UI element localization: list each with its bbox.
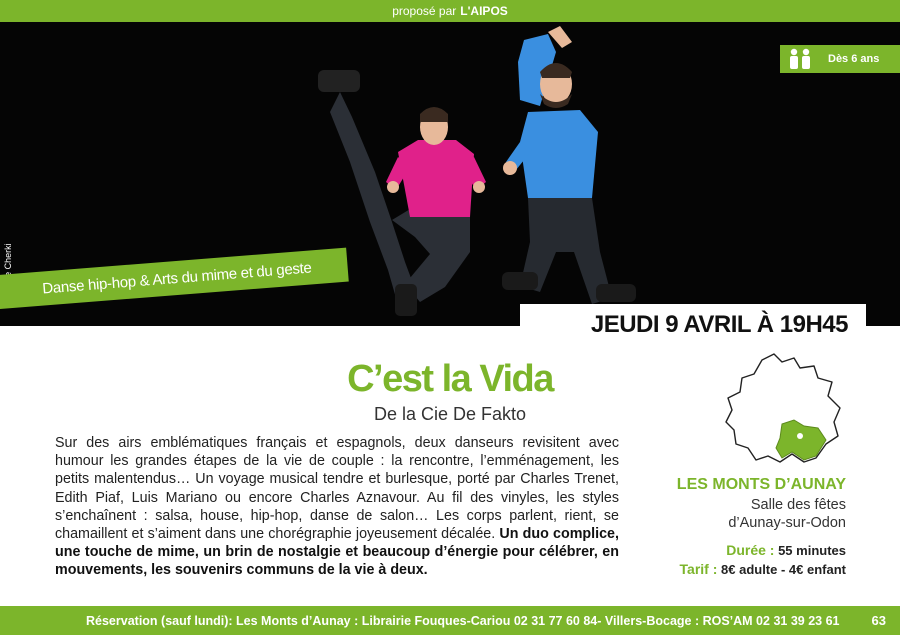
page-number: 63: [871, 613, 886, 628]
photo-credit: ©Julie Cherki: [3, 243, 13, 297]
venue-block: [640, 476, 846, 532]
venue-town: LES MONTS D’AUNAY: [676, 476, 846, 493]
organizer-name: L'AIPOS: [460, 4, 508, 18]
price-info: [620, 561, 846, 577]
organizer-prefix: proposé par: [392, 4, 457, 18]
reservation-info: Réservation (sauf lundi): Les Monts d’Aunay : Librairie Fouques-Cariou 02 31 77 60 84- Villers-Bocage : ROS’AM 02 31 39 23 61: [86, 613, 840, 628]
event-date: JEUDI 9 AVRIL À 19H45: [520, 304, 866, 346]
show-title: C’est la Vida: [347, 358, 553, 400]
description-text: Sur des airs emblématiques français et espagnols, deux danseurs revisitent avec humour les grandes étapes de la vie de couple : la rencontre, l’emménagement, les petits malentendus… Un voyage musical tendre et burlesque, porté par Charles Trenet, Edith Piaf, Luis Mariano ou encore Charles Aznavour. Au fil des vinyles, les styles s’enchaînent : salsa, house, hip-hop, danse de salon… Les corps parlent, rient, se chamaillent et s’aiment dans une chorégraphie joyeusement décalée.: [55, 435, 619, 543]
age-label: Dès 6 ans: [828, 53, 880, 65]
duration-info: [620, 542, 846, 558]
company-name: De la Cie De Fakto: [373, 404, 527, 424]
price-value: 8€ adulte - 4€ enfant: [721, 562, 846, 577]
genre-label: Danse hip-hop & Arts du mime et du geste: [41, 258, 313, 298]
top-banner: [0, 0, 900, 22]
children-icon: [780, 48, 820, 70]
age-badge: [780, 45, 900, 73]
venue-hall-line1: Salle des fêtes: [750, 497, 846, 513]
description-highlight: Un duo complice, une touche de mime, un brin de nostalgie et beaucoup d’énergie pour célébrer, en mouvements, les souvenirs communs de la vie à deux.: [55, 526, 619, 579]
duration-label: Durée :: [726, 542, 775, 558]
venue-hall-line2: d’Aunay-sur-Odon: [728, 515, 846, 531]
footer-banner: [0, 606, 900, 635]
region-map: [722, 352, 844, 468]
duration-value: 55 minutes: [778, 543, 846, 558]
show-description: [55, 434, 619, 580]
price-label: Tarif :: [679, 561, 718, 577]
